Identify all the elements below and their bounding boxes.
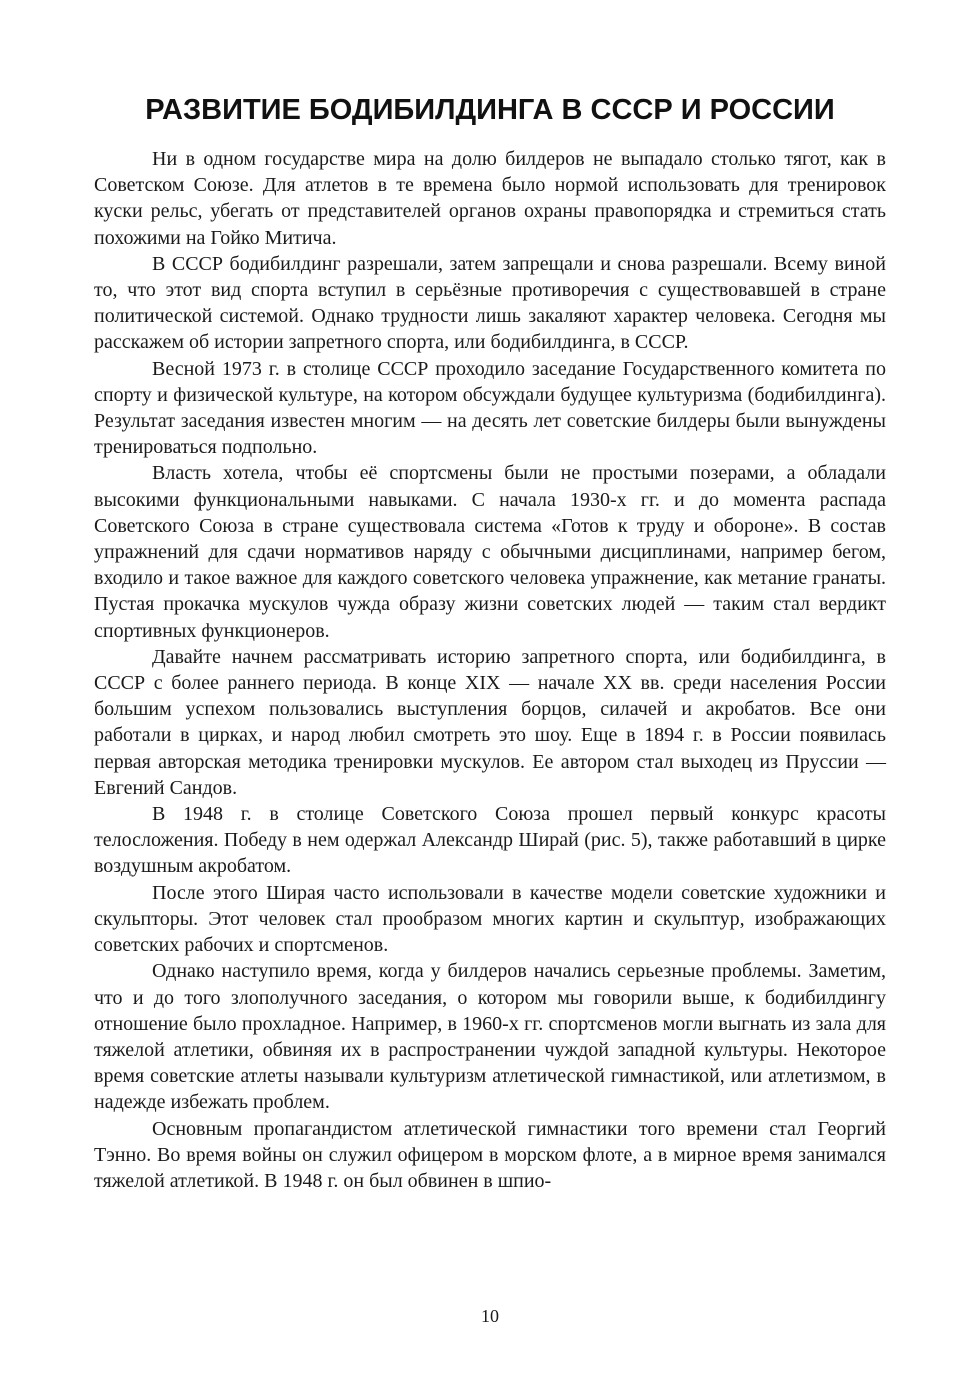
paragraph: Весной 1973 г. в столице СССР проходило заседание Государственного комитета по спорту и физической культуре, на котором обсуждали будущее культуризма (бодибилдинга). Результат заседания известен многим — на десять лет советские билдеры были вынуждены тренироваться подпольно. — [94, 357, 886, 459]
paragraph: В СССР бодибилдинг разрешали, затем запрещали и снова разрешали. Всему виной то, что этот вид спорта вступил в серьёзные противоречия с существовавшей в стране политической системой. Однако трудности лишь закаляют характер человека. Сегодня мы расскажем об истории запретного спорта, или бодибилдинга, в СССР. — [94, 252, 886, 354]
paragraph: Власть хотела, чтобы её спортсмены были не простыми позерами, а обладали высокими функциональными навыками. С начала 1930-х гг. и до момента распада Советского Союза в стране существовала система «Готов к труду и обороне». В состав упражнений для сдачи нормативов наряду с обычными дисциплинами, например бегом, входило и такое важное для каждого советского человека упражнение, как метание гранаты. Пустая прокачка мускулов чужда образу жизни советских людей — таким стал вердикт спортивных функционеров. — [94, 462, 886, 642]
paragraph: Основным пропагандистом атлетической гимнастики того времени стал Георгий Тэнно. Во время войны он служил офицером в морском флоте, а в мирное время занимался тяжелой атлетикой. В 1948 г. он был обвинен в шпио- — [94, 1117, 886, 1192]
page-title: РАЗВИТИЕ БОДИБИЛДИНГА В СССР И РОССИИ — [145, 94, 835, 126]
article-body — [94, 146, 886, 1194]
paragraph: Однако наступило время, когда у билдеров начались серьезные проблемы. Заметим, что и до того злополучного заседания, о котором мы говорили выше, к бодибилдингу отношение было прохладное. Например, в 1960-х гг. спортсменов могли выгнать из зала для тяжелой атлетики, обвиняя их в распространении чуждой западной культуры. Некоторое время советские атлеты называли культуризм атлетической гимнастикой, или атлетизмом, в надежде избежать проблем. — [94, 960, 886, 1114]
paragraph: После этого Ширая часто использовали в качестве модели советские художники и скульпторы. Этот человек стал прообразом многих картин и скульптур, изображающих советских рабочих и спортсменов. — [94, 881, 886, 957]
page-number: 10 — [481, 1306, 499, 1326]
paragraph: В 1948 г. в столице Советского Союза прошел первый конкурс красоты телосложения. Победу в нем одержал Александр Ширай (рис. 5), также работавший в цирке воздушным акробатом. — [94, 803, 886, 878]
paragraph: Давайте начнем рассматривать историю запретного спорта, или бодибилдинга, в СССР с более раннего периода. В конце XIX — начале XX вв. среди населения России большим успехом пользовались выступления борцов, силачей и акробатов. Все они работали в цирках, и народ любил смотреть это шоу. Еще в 1894 г. в России появилась первая авторская методика тренировки мускулов. Ее автором стал выходец из Пруссии — Евгений Сандов. — [94, 645, 886, 799]
paragraph: Ни в одном государстве мира на долю билдеров не выпадало столько тягот, как в Советском Союзе. Для атлетов в те времена было нормой использовать для тренировок куски рельс, убегать от представителей органов охраны правопорядка и стремиться стать похожими на Гойко Митича. — [94, 148, 886, 249]
